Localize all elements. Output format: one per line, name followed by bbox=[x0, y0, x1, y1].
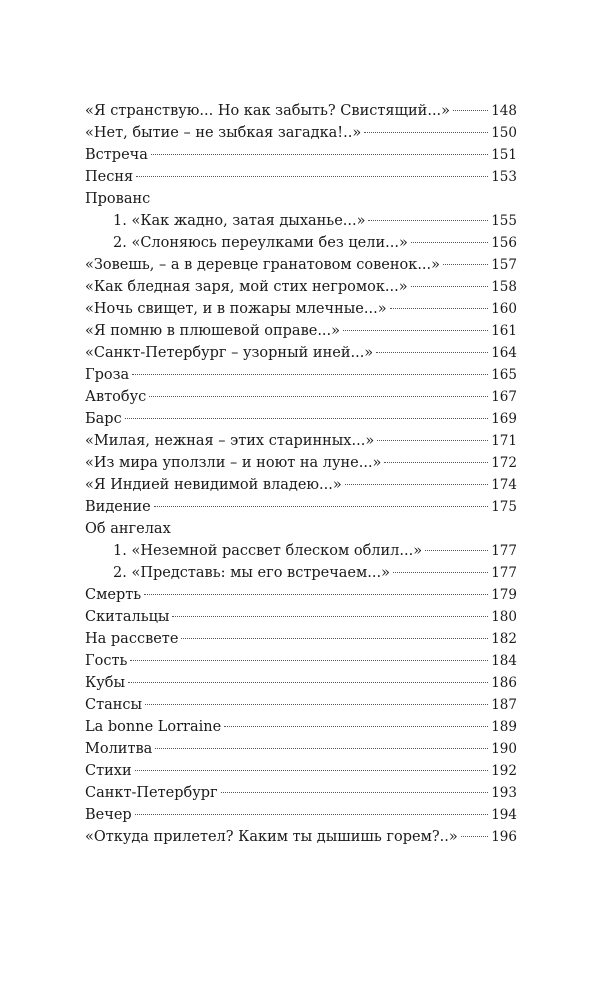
toc-entry-title: «Я помню в плюшевой оправе...» bbox=[85, 323, 341, 339]
toc-entry bbox=[85, 408, 517, 430]
toc-entry-page-number: 160 bbox=[491, 301, 517, 317]
toc-entry-title: «Я странствую... Но как забыть? Свистящий...» bbox=[85, 103, 451, 119]
toc-section-heading bbox=[85, 518, 517, 540]
toc-entry bbox=[85, 584, 517, 606]
toc-entry-title: La bonne Lorraine bbox=[85, 719, 222, 735]
toc-entry bbox=[85, 562, 517, 584]
toc-entry-page-number: 169 bbox=[491, 411, 517, 427]
toc-entry-page-number: 171 bbox=[491, 433, 517, 449]
toc-entry-title: «Зовешь, – а в деревце гранатовом совенок...» bbox=[85, 257, 441, 273]
toc-entry bbox=[85, 760, 517, 782]
dot-leader bbox=[377, 440, 488, 441]
toc-entry bbox=[85, 144, 517, 166]
toc-entry-page-number: 184 bbox=[491, 653, 517, 669]
dot-leader bbox=[343, 330, 488, 331]
toc-entry-title: Скитальцы bbox=[85, 609, 170, 625]
toc-entry-page-number: 156 bbox=[491, 235, 517, 251]
toc-entry-page-number: 155 bbox=[491, 213, 517, 229]
toc-entry-page-number: 196 bbox=[491, 829, 517, 845]
toc-entry bbox=[85, 210, 517, 232]
toc-entry-title: Встреча bbox=[85, 147, 148, 163]
dot-leader bbox=[181, 638, 488, 639]
toc-entry-title: Кубы bbox=[85, 675, 126, 691]
toc-entry-title: «Как бледная заря, мой стих негромок...» bbox=[85, 279, 408, 295]
toc-entry-title: «Откуда прилетел? Каким ты дышишь горем?..» bbox=[85, 829, 458, 845]
toc-entry-title: «Милая, нежная – этих старинных...» bbox=[85, 433, 375, 449]
toc-entry-page-number: 194 bbox=[491, 807, 517, 823]
toc-entry-page-number: 189 bbox=[491, 719, 517, 735]
toc-entry-title: «Я Индией невидимой владею...» bbox=[85, 477, 342, 493]
toc-entry-title: «Ночь свищет, и в пожары млечные...» bbox=[85, 301, 387, 317]
toc-entry bbox=[85, 320, 517, 342]
dot-leader bbox=[135, 770, 489, 771]
dot-leader bbox=[145, 704, 488, 705]
toc-entry-page-number: 164 bbox=[491, 345, 517, 361]
toc-entry bbox=[85, 254, 517, 276]
toc-entry-title: На рассвете bbox=[85, 631, 179, 647]
dot-leader bbox=[144, 594, 488, 595]
toc-entry-page-number: 167 bbox=[491, 389, 517, 405]
dot-leader bbox=[155, 748, 488, 749]
dot-leader bbox=[172, 616, 488, 617]
toc-entry bbox=[85, 716, 517, 738]
dot-leader bbox=[128, 682, 488, 683]
toc-entry-title: «Санкт-Петербург – узорный иней...» bbox=[85, 345, 374, 361]
dot-leader bbox=[151, 154, 488, 155]
toc-entry-title: Об ангелах bbox=[85, 521, 171, 537]
toc-entry bbox=[85, 650, 517, 672]
toc-entry-title: Барс bbox=[85, 411, 122, 427]
toc-entry-page-number: 158 bbox=[491, 279, 517, 295]
toc-entry bbox=[85, 606, 517, 628]
toc-entry-page-number: 182 bbox=[491, 631, 517, 647]
toc-entry-title: 2. «Слоняюсь переулками без цели...» bbox=[113, 235, 408, 251]
toc-entry-title: 2. «Представь: мы его встречаем...» bbox=[113, 565, 390, 581]
toc-entry-title: Песня bbox=[85, 169, 134, 185]
toc-entry-page-number: 186 bbox=[491, 675, 517, 691]
dot-leader bbox=[453, 110, 488, 111]
toc-entry-page-number: 157 bbox=[491, 257, 517, 273]
dot-leader bbox=[364, 132, 488, 133]
toc-entry bbox=[85, 276, 517, 298]
table-of-contents bbox=[85, 100, 517, 848]
toc-entry bbox=[85, 452, 517, 474]
toc-entry-title: Гроза bbox=[85, 367, 130, 383]
toc-entry bbox=[85, 298, 517, 320]
dot-leader bbox=[384, 462, 488, 463]
toc-section-heading bbox=[85, 188, 517, 210]
toc-entry-title: Санкт-Петербург bbox=[85, 785, 218, 801]
toc-entry-page-number: 150 bbox=[491, 125, 517, 141]
toc-entry bbox=[85, 166, 517, 188]
toc-entry bbox=[85, 474, 517, 496]
toc-entry-title: «Нет, бытие – не зыбкая загадка!..» bbox=[85, 125, 362, 141]
toc-entry bbox=[85, 826, 517, 848]
dot-leader bbox=[393, 572, 488, 573]
toc-entry-page-number: 193 bbox=[491, 785, 517, 801]
toc-entry bbox=[85, 232, 517, 254]
toc-entry-page-number: 177 bbox=[491, 565, 517, 581]
toc-entry-title: Стансы bbox=[85, 697, 143, 713]
toc-entry-page-number: 177 bbox=[491, 543, 517, 559]
toc-entry bbox=[85, 342, 517, 364]
toc-entry-page-number: 153 bbox=[491, 169, 517, 185]
dot-leader bbox=[221, 792, 489, 793]
dot-leader bbox=[376, 352, 488, 353]
dot-leader bbox=[136, 176, 488, 177]
dot-leader bbox=[411, 242, 488, 243]
toc-entry bbox=[85, 122, 517, 144]
dot-leader bbox=[443, 264, 488, 265]
toc-entry-title: Молитва bbox=[85, 741, 153, 757]
toc-entry bbox=[85, 782, 517, 804]
dot-leader bbox=[154, 506, 488, 507]
toc-entry-page-number: 161 bbox=[491, 323, 517, 339]
toc-entry-page-number: 192 bbox=[491, 763, 517, 779]
toc-entry bbox=[85, 738, 517, 760]
toc-entry bbox=[85, 430, 517, 452]
dot-leader bbox=[135, 814, 489, 815]
dot-leader bbox=[132, 374, 488, 375]
dot-leader bbox=[224, 726, 488, 727]
toc-entry-title: Стихи bbox=[85, 763, 132, 779]
toc-entry-page-number: 179 bbox=[491, 587, 517, 603]
toc-entry bbox=[85, 672, 517, 694]
toc-entry-page-number: 151 bbox=[491, 147, 517, 163]
toc-entry-title: Прованс bbox=[85, 191, 151, 207]
toc-entry-page-number: 148 bbox=[491, 103, 517, 119]
toc-entry bbox=[85, 364, 517, 386]
toc-entry bbox=[85, 628, 517, 650]
toc-entry bbox=[85, 540, 517, 562]
toc-entry-title: 1. «Неземной рассвет блеском облил...» bbox=[113, 543, 423, 559]
toc-entry bbox=[85, 804, 517, 826]
dot-leader bbox=[130, 660, 488, 661]
dot-leader bbox=[461, 836, 488, 837]
toc-entry-title: Смерть bbox=[85, 587, 142, 603]
dot-leader bbox=[425, 550, 488, 551]
toc-entry-title: Вечер bbox=[85, 807, 132, 823]
toc-entry-page-number: 180 bbox=[491, 609, 517, 625]
dot-leader bbox=[345, 484, 488, 485]
toc-entry-page-number: 165 bbox=[491, 367, 517, 383]
toc-entry bbox=[85, 386, 517, 408]
toc-entry-title: Гость bbox=[85, 653, 128, 669]
dot-leader bbox=[368, 220, 488, 221]
toc-entry-page-number: 190 bbox=[491, 741, 517, 757]
toc-entry-page-number: 172 bbox=[491, 455, 517, 471]
toc-entry-page-number: 187 bbox=[491, 697, 517, 713]
toc-entry-title: Автобус bbox=[85, 389, 147, 405]
toc-entry bbox=[85, 694, 517, 716]
toc-entry bbox=[85, 496, 517, 518]
toc-entry-page-number: 175 bbox=[491, 499, 517, 515]
toc-entry-title: Видение bbox=[85, 499, 151, 515]
dot-leader bbox=[149, 396, 488, 397]
toc-entry-title: 1. «Как жадно, затая дыханье...» bbox=[113, 213, 366, 229]
dot-leader bbox=[125, 418, 489, 419]
toc-entry-title: «Из мира уползли – и ноют на луне...» bbox=[85, 455, 382, 471]
dot-leader bbox=[411, 286, 489, 287]
dot-leader bbox=[390, 308, 489, 309]
toc-entry-page-number: 174 bbox=[491, 477, 517, 493]
toc-entry bbox=[85, 100, 517, 122]
